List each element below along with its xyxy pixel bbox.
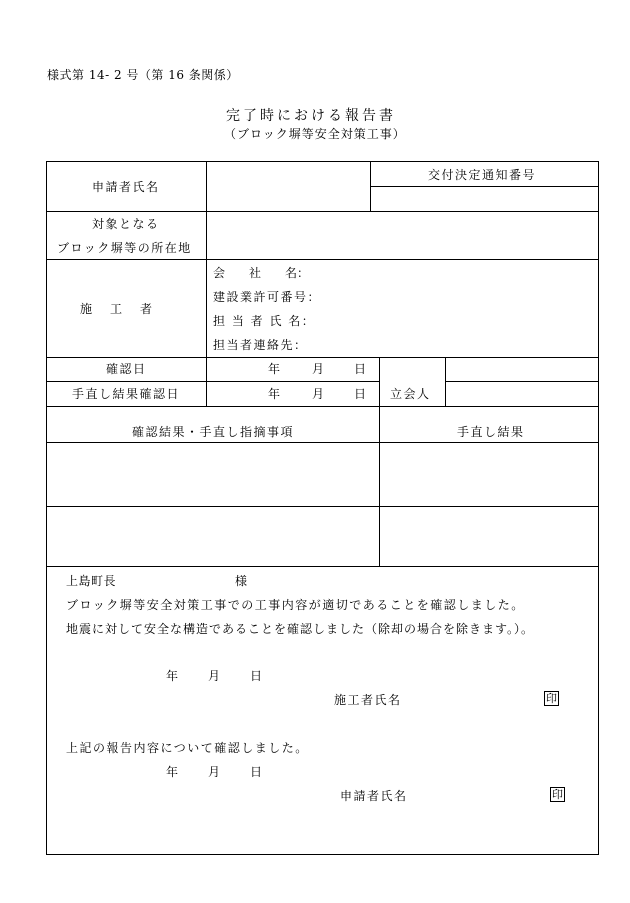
person-in-charge-label: 担 当 者 氏 名： (213, 314, 316, 328)
declaration-statement-line2: 地震に対して安全な構造であることを確認しました（除却の場合を除きます。）。 (66, 622, 535, 636)
col-divider-findings (379, 406, 380, 566)
addressee-honorific: 様 (235, 574, 249, 588)
target-location-label-line2: ブロック塀等の所在地 (57, 241, 192, 255)
rework-result-header: 手直し結果 (457, 425, 525, 439)
confirmation-month: 月 (312, 362, 326, 376)
col-divider-label (206, 161, 207, 406)
addressee: 上島町長 (66, 574, 117, 588)
row-divider-rework-date (46, 406, 599, 407)
applicant-confirmation-day: 日 (250, 765, 264, 779)
row-divider-findings-1 (46, 506, 599, 507)
grant-decision-number-label: 交付決定通知番号 (428, 168, 537, 182)
applicant-seal: 印 (552, 788, 563, 801)
confirmation-date-label: 確認日 (106, 362, 147, 376)
declaration-year: 年 (166, 669, 180, 683)
company-name-label: 会 社 名： (213, 266, 310, 280)
applicant-signature-name-label: 申請者氏名 (340, 789, 408, 803)
witness-label: 立会人 (390, 387, 431, 401)
declaration-statement-line1: ブロック塀等安全対策工事での工事内容が適切であることを確認しました。 (66, 598, 525, 612)
contractor-name-label: 施工者氏名 (334, 693, 402, 707)
contractor-label: 施 工 者 (80, 302, 156, 316)
row-divider-location (46, 259, 599, 260)
findings-header: 確認結果・手直し指摘事項 (132, 425, 295, 439)
rework-month: 月 (312, 387, 326, 401)
row-divider-findings-header (46, 442, 599, 443)
col-divider-witness (379, 357, 380, 406)
form-title: 完了時における報告書 (226, 108, 396, 124)
form-subtitle: （ブロック塀等安全対策工事） (224, 127, 406, 141)
col-divider-grant-number (370, 161, 371, 211)
rework-year: 年 (268, 387, 282, 401)
applicant-confirmation-year: 年 (166, 765, 180, 779)
rework-confirmation-date-label: 手直し結果確認日 (72, 387, 181, 401)
applicant-confirmation-month: 月 (208, 765, 222, 779)
row-divider-findings-2 (46, 566, 599, 567)
applicant-confirmation-statement: 上記の報告内容について確認しました。 (66, 741, 309, 755)
row-divider-confirmation-date (46, 381, 380, 382)
construction-license-label: 建設業許可番号： (213, 290, 322, 304)
declaration-day: 日 (250, 669, 264, 683)
person-contact-label: 担当者連絡先： (213, 338, 308, 352)
row-divider-grant-number (370, 186, 599, 187)
target-location-label-line1: 対象となる (92, 217, 160, 231)
declaration-month: 月 (208, 669, 222, 683)
row-divider-applicant (46, 211, 599, 212)
rework-day: 日 (354, 387, 368, 401)
applicant-name-label: 申請者氏名 (92, 180, 160, 194)
row-divider-confirmation-date-right (445, 381, 599, 382)
form-number: 様式第 14- 2 号（第 16 条関係） (47, 68, 239, 82)
col-divider-witness-value (445, 357, 446, 406)
row-divider-contractor (46, 357, 599, 358)
contractor-seal: 印 (546, 692, 557, 705)
confirmation-day: 日 (354, 362, 368, 376)
confirmation-year: 年 (268, 362, 282, 376)
